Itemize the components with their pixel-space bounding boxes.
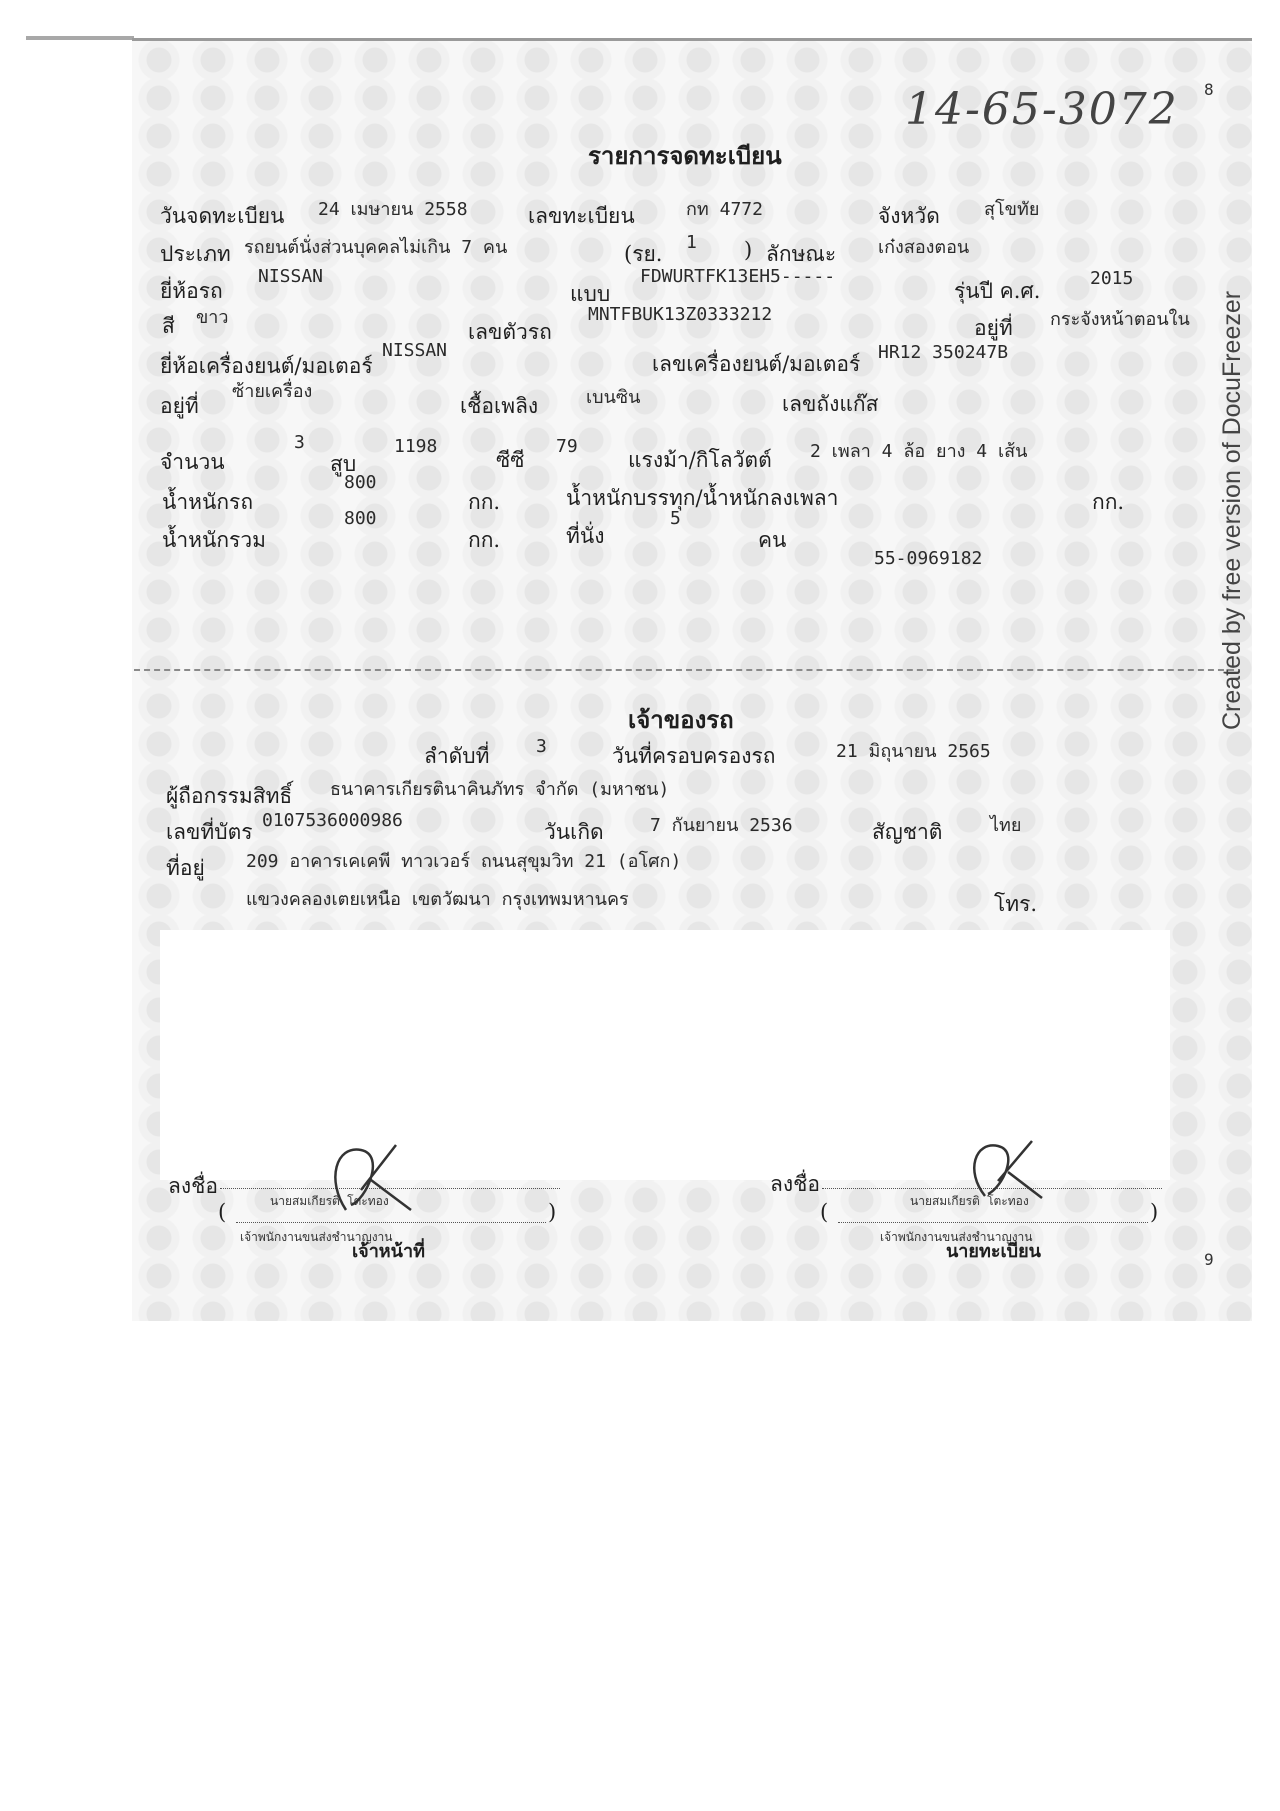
possession-date: 21 มิถุนายน 2565 <box>836 741 991 762</box>
engine-no-label: เลขเครื่องยนต์/มอเตอร์ <box>652 352 861 376</box>
model-label: แบบ <box>570 282 611 306</box>
page-mark-bottom: 9 <box>1204 1250 1214 1269</box>
right-sign-label: ลงชื่อ <box>770 1172 820 1196</box>
chassis-value: MNTFBUK13Z0333212 <box>588 304 773 325</box>
gross-label: น้ำหนักรวม <box>162 528 266 552</box>
id-value: 0107536000986 <box>262 810 403 831</box>
province-label: จังหวัด <box>878 204 940 228</box>
cc-value: 1198 <box>394 436 438 457</box>
ry-value: 1 <box>686 232 697 253</box>
right-signer-name: นายสมเกียรติ โตะทอง <box>910 1194 1029 1208</box>
left-sign-label: ลงชื่อ <box>168 1174 218 1198</box>
right-role: นายทะเบียน <box>946 1241 1041 1262</box>
address-line1: 209 อาคารเคเคพี ทาวเวอร์ ถนนสุขุมวิท 21 (อโศก) <box>246 851 682 872</box>
gross-value: 800 <box>344 508 377 529</box>
address-label: ที่อยู่ <box>166 856 205 880</box>
ry-close: ) <box>744 238 753 262</box>
seq-value: 3 <box>536 736 547 757</box>
axles-value: 2 เพลา 4 ล้อ ยาง 4 เส้น <box>810 441 1028 462</box>
weight-unit: กก. <box>468 490 501 514</box>
fold-line <box>134 669 1234 671</box>
color-label: สี <box>162 314 175 338</box>
chassis-loc-label: อยู่ที่ <box>974 316 1013 340</box>
hp-label: แรงม้า/กิโลวัตต์ <box>628 448 772 472</box>
address-line2: แขวงคลองเตยเหนือ เขตวัฒนา กรุงเทพมหานคร <box>246 889 629 910</box>
nationality-value: ไทย <box>990 815 1022 836</box>
sheet-edge <box>26 36 134 40</box>
seq-label: ลำดับที่ <box>424 744 490 768</box>
right-paren-open: ( <box>820 1200 829 1224</box>
plate-label: เลขทะเบียน <box>528 204 635 228</box>
cylinder-label: สูบ <box>330 452 357 476</box>
phone-label: โทร. <box>994 892 1038 916</box>
brand-label: ยี่ห้อรถ <box>160 279 223 303</box>
right-signer-title: เจ้าพนักงานขนส่งชำนาญงาน <box>880 1230 1033 1244</box>
engine-no-value: HR12 350247B <box>878 342 1009 363</box>
engine-brand-value: NISSAN <box>382 340 448 361</box>
plate-value: กท 4772 <box>686 199 763 220</box>
style-value: เก๋งสองตอน <box>878 237 970 258</box>
load-unit: กก. <box>1092 490 1125 514</box>
holder-label: ผู้ถือกรรมสิทธิ์ <box>166 784 293 808</box>
seats-label: ที่นั่ง <box>566 524 605 548</box>
birth-label: วันเกิด <box>544 820 604 844</box>
id-label: เลขที่บัตร <box>166 820 253 844</box>
left-signer-name: นายสมเกียรติ โตะทอง <box>270 1194 389 1208</box>
chassis-loc-value: กระจังหน้าตอนใน <box>1050 309 1190 330</box>
gas-tank-label: เลขถังแก๊ส <box>782 392 879 416</box>
ry-label: (รย. <box>624 242 663 266</box>
registration-title: รายการจดทะเบียน <box>588 141 782 170</box>
right-paren-close: ) <box>1150 1200 1159 1224</box>
holder-value: ธนาคารเกียรตินาคินภัทร จำกัด (มหาชน) <box>330 779 670 800</box>
type-label: ประเภท <box>160 242 231 266</box>
cylinders-value: 3 <box>294 432 305 453</box>
weight-label: น้ำหนักรถ <box>162 490 254 514</box>
reg-date-label: วันจดทะเบียน <box>160 204 285 228</box>
weight-value: 800 <box>344 472 377 493</box>
page-mark-top: 8 <box>1204 80 1214 99</box>
left-paren-open: ( <box>218 1200 227 1224</box>
color-value: ขาว <box>196 307 229 328</box>
province-value: สุโขทัย <box>984 199 1040 220</box>
brand-value: NISSAN <box>258 266 324 287</box>
reg-date-value: 24 เมษายน 2558 <box>318 199 468 220</box>
right-name-line <box>838 1222 1148 1223</box>
left-paren-close: ) <box>548 1200 557 1224</box>
fuel-label: เชื้อเพลิง <box>460 394 539 418</box>
birth-value: 7 กันยายน 2536 <box>650 815 793 836</box>
engine-loc-value: ซ้ายเครื่อง <box>232 381 313 402</box>
count-label: จำนวน <box>160 450 225 474</box>
year-label: รุ่นปี ค.ศ. <box>954 279 1041 303</box>
fuel-value: เบนซิน <box>586 387 641 408</box>
chassis-label: เลขตัวรถ <box>468 320 552 344</box>
docufreezer-watermark: Created by free version of DocuFreezer <box>1218 290 1246 730</box>
cc-label: ซีซี <box>496 448 525 472</box>
engine-brand-label: ยี่ห้อเครื่องยนต์/มอเตอร์ <box>160 354 373 378</box>
engine-loc-label: อยู่ที่ <box>160 394 199 418</box>
owner-title: เจ้าของรถ <box>628 705 734 734</box>
seats-value: 5 <box>670 508 681 529</box>
left-signer-title: เจ้าพนักงานขนส่งชำนาญงาน <box>240 1230 393 1244</box>
style-label: ลักษณะ <box>766 242 837 266</box>
reference-number: 55-0969182 <box>874 548 983 569</box>
gross-unit: กก. <box>468 528 501 552</box>
handwritten-reference: 14-65-3072 <box>905 84 1179 135</box>
year-value: 2015 <box>1090 268 1134 289</box>
hp-value: 79 <box>556 436 578 457</box>
load-label: น้ำหนักบรรทุก/น้ำหนักลงเพลา <box>566 486 839 510</box>
left-name-line <box>236 1222 546 1223</box>
persons-label: คน <box>758 528 787 552</box>
left-role: เจ้าหน้าที่ <box>352 1241 425 1262</box>
nationality-label: สัญชาติ <box>872 820 943 844</box>
type-value: รถยนต์นั่งส่วนบุคคลไม่เกิน 7 คน <box>244 237 508 258</box>
model-value: FDWURTFK13EH5----- <box>640 266 836 287</box>
possession-label: วันที่ครอบครองรถ <box>612 744 776 768</box>
